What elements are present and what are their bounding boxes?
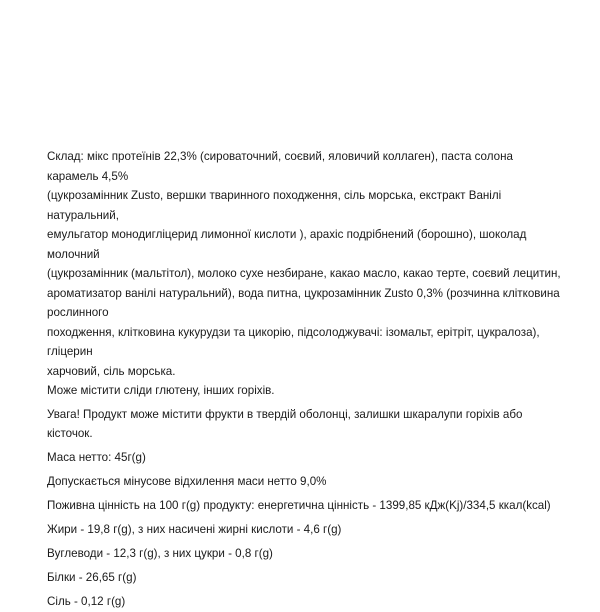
composition-line: походження, клітковина кукурудзи та цикорію, підсолоджувачі: ізомальт, ерітріт, цукралоза), гліцерин	[47, 325, 540, 358]
proteins-line: Білки - 26,65 г(g)	[47, 571, 137, 584]
allergen-note: Може містити сліди глютену, інших горіхів.	[47, 384, 275, 397]
nutrition-value: Поживна цінність на 100 г(g) продукту: енергетична цінність - 1399,85 кДж(Kj)/334,5 ккал(kcal)	[47, 499, 551, 512]
composition-line: (цукрозамінник Zusto, вершки тваринного походження, сіль морська, екстракт Ванілі натуральний,	[47, 189, 502, 222]
composition-line: харчовий, сіль морська.	[47, 364, 176, 378]
carbs-line: Вуглеводи - 12,3 г(g), з них цукри - 0,8 г(g)	[47, 547, 273, 560]
fats-line: Жири - 19,8 г(g), з них насичені жирні кислоти - 4,6 г(g)	[47, 523, 342, 536]
warning-text: Увага! Продукт може містити фрукти в твердій оболонці, залишки шкаралупи горіхів або кісточок.	[47, 407, 523, 440]
composition-line: емульгатор монодигліцерид лимонної кислоти ), арахіс подрібнений (борошно), шоколад молочний	[47, 228, 527, 261]
salt-line: Сіль - 0,12 г(g)	[47, 595, 126, 608]
net-mass: Маса нетто: 45г(g)	[47, 451, 146, 464]
composition-line: (цукрозамінник (мальтітол), молоко сухе незбиране, какао масло, какао терте, соєвий лецитин,	[47, 267, 561, 280]
composition-line: ароматизатор ванілі натуральний), вода питна, цукрозамінник Zusto 0,3% (розчинна клітковина рослинного	[47, 286, 560, 319]
composition-block	[47, 147, 567, 401]
product-label-text	[47, 147, 567, 612]
composition-line: Склад: мікс протеїнів 22,3% (сироваточний, соєвий, яловичий коллаген), паста солона карамель 4,5%	[47, 150, 513, 183]
mass-deviation: Допускається мінусове відхилення маси нетто 9,0%	[47, 475, 327, 488]
